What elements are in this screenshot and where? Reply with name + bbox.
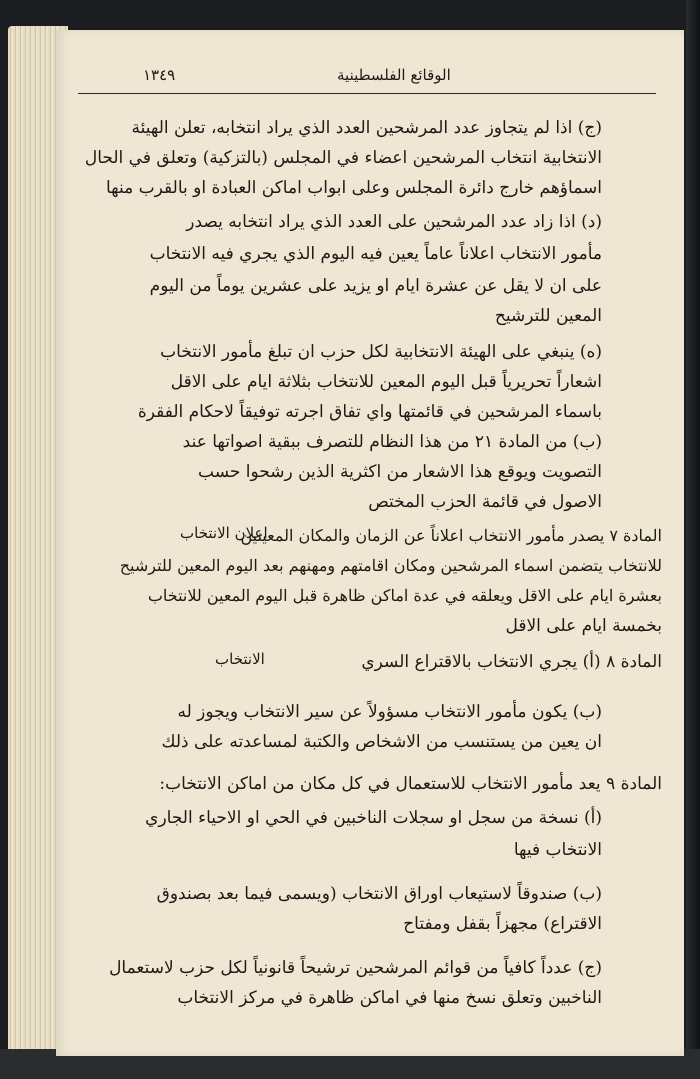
body-line: (ج) اذا لم يتجاوز عدد المرشحين العدد الذي يراد انتخابه، تعلن الهيئة	[131, 118, 602, 138]
margin-note-announcement: اعلان الانتخاب	[180, 524, 268, 542]
body-line: مأمور الانتخاب اعلاناً عاماً يعين فيه اليوم الذي يجري فيه الانتخاب	[149, 244, 602, 264]
book-cover-edge	[686, 0, 700, 1079]
body-line: ان يعين من يستنسب من الاشخاص والكتبة لمساعدته على ذلك	[161, 732, 602, 752]
body-line: بعشرة ايام على الاقل ويعلقه في عدة اماكن ظاهرة قبل اليوم المعين للانتخاب	[147, 586, 662, 605]
body-line: (ب) يكون مأمور الانتخاب مسؤولاً عن سير الانتخاب ويجوز له	[177, 702, 602, 722]
body-line: التصويت ويوقع هذا الاشعار من اكثرية الذين رشحوا حسب	[198, 462, 602, 482]
article-8-line: المادة ٨ (أ) يجري الانتخاب بالاقتراع السري	[361, 652, 662, 672]
margin-note-election: الانتخاب	[215, 650, 265, 668]
body-line: الاقتراع) مجهزاً بقفل ومفتاح	[403, 914, 602, 934]
body-line: بخمسة ايام على الاقل	[505, 616, 662, 636]
body-line: باسماء المرشحين في قائمتها واي تفاق اجرته توفيقاً لاحكام الفقرة	[137, 402, 602, 422]
body-line: (ب) من المادة ٢١ من هذا النظام للتصرف ببقية اصواتها عند	[182, 432, 602, 452]
body-line: للانتخاب يتضمن اسماء المرشحين ومكان اقامتهم ومهنهم بعد اليوم المعين للترشيح	[119, 556, 662, 575]
body-line: اشعاراً تحريرياً قبل اليوم المعين للانتخاب بثلاثة ايام على الاقل	[170, 372, 602, 392]
body-line: (د) اذا زاد عدد المرشحين على العدد الذي يراد انتخابه يصدر	[186, 212, 602, 232]
article-9-line: المادة ٩ يعد مأمور الانتخاب للاستعمال في كل مكان من اماكن الانتخاب:	[159, 774, 662, 794]
body-line: الاصول في قائمة الحزب المختص	[368, 492, 602, 512]
body-line: الانتخابية انتخاب المرشحين اعضاء في المجلس (بالتزكية) وتعلق في الحال	[84, 148, 602, 168]
page-number: ١٣٤٩	[143, 66, 176, 84]
body-line: الانتخاب فيها	[513, 840, 602, 860]
body-line: (ب) صندوقاً لاستيعاب اوراق الانتخاب (ويسمى فيما بعد بصندوق	[156, 884, 602, 904]
article-7-line: المادة ٧ يصدر مأمور الانتخاب اعلاناً عن الزمان والمكان المعينين	[240, 526, 662, 545]
body-line: (ج) عدداً كافياً من قوائم المرشحين ترشيحاً قانونياً لكل حزب لاستعمال	[109, 958, 602, 978]
body-line: اسماؤهم خارج دائرة المجلس وعلى ابواب اماكن العبادة او بالقرب منها	[106, 178, 602, 198]
body-line: (ه) ينبغي على الهيئة الانتخابية لكل حزب ان تبلغ مأمور الانتخاب	[160, 342, 602, 362]
header-rule	[78, 93, 656, 94]
running-title: الوقائع الفلسطينية	[337, 66, 451, 84]
body-line: المعين للترشيح	[494, 306, 602, 326]
body-line: الناخبين وتعلق نسخ منها في اماكن ظاهرة في مركز الانتخاب	[177, 988, 602, 1008]
body-line: (أ) نسخة من سجل او سجلات الناخبين في الحي او الاحياء الجاري	[145, 808, 602, 828]
body-line: على ان لا يقل عن عشرة ايام او يزيد على عشرين يوماً من اليوم	[149, 276, 602, 296]
